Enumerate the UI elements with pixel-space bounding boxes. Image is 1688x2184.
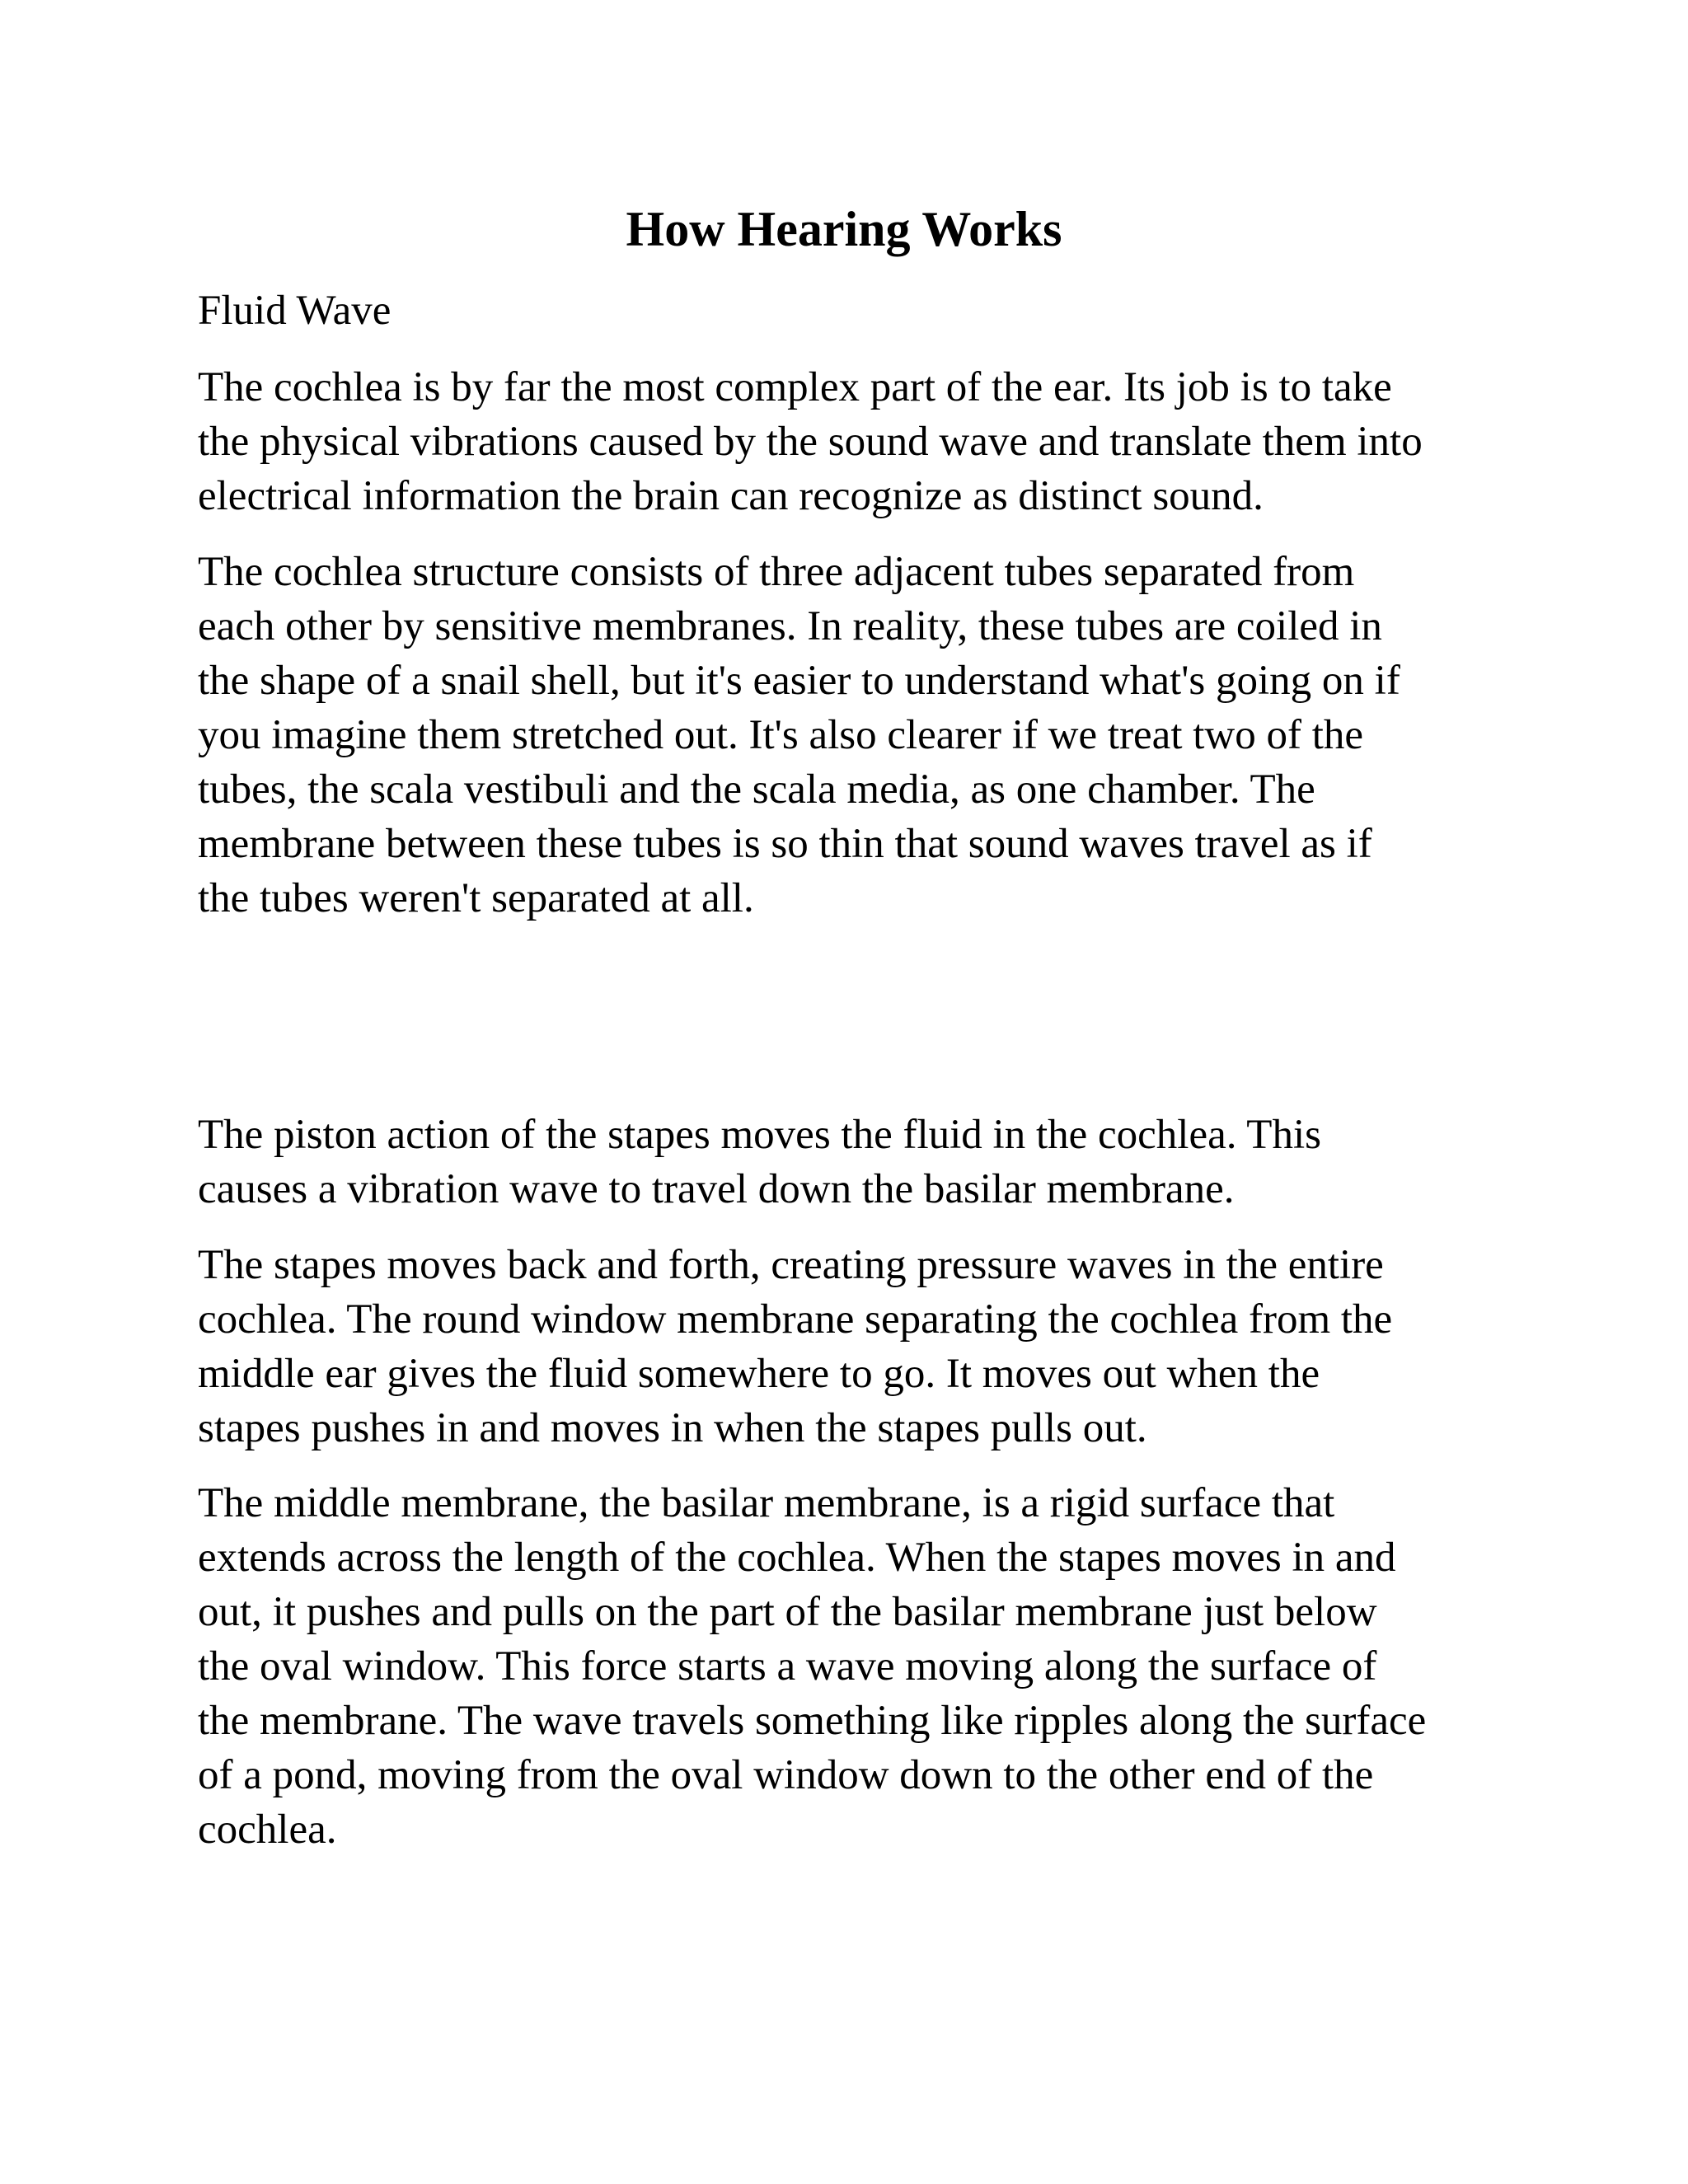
text-line: the tubes weren't separated at all. — [198, 875, 754, 921]
text-line: stapes pushes in and moves in when the stapes pulls out. — [198, 1405, 1147, 1451]
paragraph-1 — [198, 360, 1517, 523]
paragraph-5 — [198, 1476, 1517, 1857]
text-line: the membrane. The wave travels something like ripples along the surface — [198, 1698, 1427, 1744]
text-line: each other by sensitive membranes. In reality, these tubes are coiled in — [198, 603, 1382, 649]
text-line: middle ear gives the fluid somewhere to go. It moves out when the — [198, 1351, 1320, 1397]
text-line: electrical information the brain can recognize as distinct sound. — [198, 473, 1264, 519]
text-line: The middle membrane, the basilar membrane, is a rigid surface that — [198, 1480, 1335, 1526]
text-line: the oval window. This force starts a wave moving along the surface of — [198, 1643, 1377, 1690]
paragraph-2 — [198, 545, 1517, 926]
text-line: extends across the length of the cochlea. When the stapes moves in and — [198, 1535, 1396, 1581]
text-line: cochlea. The round window membrane separating the cochlea from the — [198, 1296, 1393, 1343]
paragraph-3 — [198, 1108, 1517, 1216]
text-line: The piston action of the stapes moves the fluid in the cochlea. This — [198, 1112, 1321, 1158]
text-line: you imagine them stretched out. It's also clearer if we treat two of the — [198, 712, 1364, 758]
text-line: The stapes moves back and forth, creating pressure waves in the entire — [198, 1242, 1384, 1288]
text-line: of a pond, moving from the oval window down to the other end of the — [198, 1752, 1374, 1798]
page-title: How Hearing Works — [626, 202, 1062, 256]
text-line: the physical vibrations caused by the sound wave and translate them into — [198, 419, 1423, 465]
text-line: The cochlea is by far the most complex part of the ear. Its job is to take — [198, 364, 1392, 410]
text-line: cochlea. — [198, 1807, 337, 1853]
section-heading: Fluid Wave — [198, 288, 392, 334]
text-line: tubes, the scala vestibuli and the scala media, as one chamber. The — [198, 766, 1315, 813]
paragraph-4 — [198, 1238, 1517, 1455]
text-line: The cochlea structure consists of three adjacent tubes separated from — [198, 549, 1355, 595]
text-line: the shape of a snail shell, but it's easier to understand what's going on if — [198, 658, 1400, 704]
text-line: membrane between these tubes is so thin that sound waves travel as if — [198, 821, 1372, 867]
text-line: causes a vibration wave to travel down the basilar membrane. — [198, 1166, 1235, 1212]
text-line: out, it pushes and pulls on the part of the basilar membrane just below — [198, 1589, 1377, 1635]
